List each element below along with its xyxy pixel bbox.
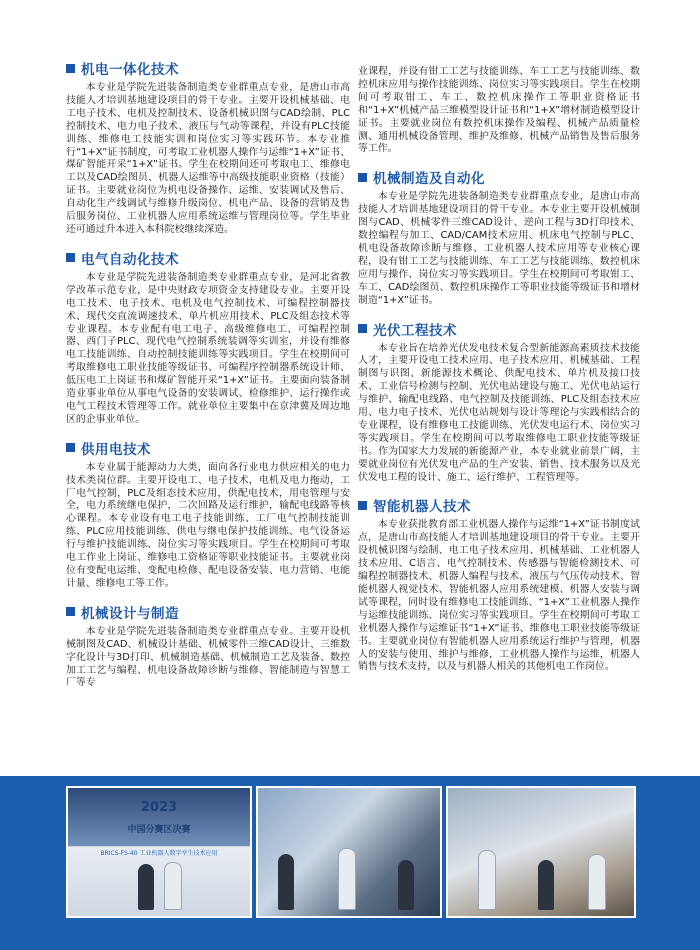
section-header [66, 438, 350, 458]
photo-banner-title: 中国分赛区决赛 [127, 825, 191, 835]
section-paragraph: 本专业是学院先进装备制造类专业群重点专业。主要开设机械制图及CAD、机械设计基础、机械零件三维CAD设计、三维数字化设计与3D打印、机械制造基础、机械制造工艺及装备、数控加工工艺与编程、机电设备故障诊断与维修、智能制造与智慧工厂等专 [66, 625, 350, 689]
section-mechanical-design-continued [358, 66, 640, 156]
section-mechatronics [66, 58, 350, 237]
section-paragraph: 本专业是学院先进装备制造类专业群重点专业，是唐山市高技能人才培训基地建设项目的骨干专业。主要开设机械基础、电工电子技术、电机及控制技术、设备机械识图与CAD绘制、PLC控制技术、电力电子技术、液压与气动等课程，并设有PLC技能训练、维修电工技能实训和岗位实习等实践环节。本专业推行“1+X”证书制度，可考取工业机器人操作与运维“1+X”证书、煤矿智能开采“1+X”证书。学生在校期间还可考取电工、维修电工以及CAD绘图员、机器人运维等中高级技能职业资格（技能）证书。主要就业岗位为机电设备操作、运维、安装调试及售后、自动化生产线调试与维修升级岗位、机电产品、设备的营销及售后服务岗位、工业机器人应用系统运维与管理岗位等。学生毕业还可通过升本进入本科院校继续深造。 [66, 82, 350, 235]
person-figure [138, 864, 154, 910]
section-photovoltaic [358, 319, 640, 485]
section-paragraph: 本专业旨在培养光伏发电技术复合型新能源高素质技术技能人才，主要开设电工技术应用、电子技术应用、机械基础、工程制图与识图、新能源技术概论、供配电技术、单片机及接口技术、工业信号检测与控制、光伏电站建设与施工、光伏电站运行与维护、输配电线路、电气控制及技能训练、PLC及组态技术应用、电力电子技术、光伏电站规划与设计等理论与实践相结合的专业课程，设有维修电工技能训练、光伏发电运行术、岗位实习等实践项目。学生在校期间可以考取维修电工职业技能等级证书。作为国家大力发展的新能源产业，本专业就业前景广阔，主要就业岗位有光伏发电产品的生产安装、销售、技术服务以及光伏发电工程的设计、施工、运行维护、工程管理等。 [358, 342, 640, 483]
section-header [66, 602, 350, 622]
section-title: 机电一体化技术 [81, 62, 179, 78]
section-mechanical-manufacturing [358, 167, 640, 307]
section-paragraph: 本专业获批教育部工业机器人操作与运维“1+X”证书制度试点，是唐山市高技能人才培训基地建设项目的骨干专业。主要开设机械识图与绘制、电工电子技术应用、机械基础、工业机器人技术应用、C语言、电气控制技术、传感器与智能检测技术、可编程控制器技术、机器人编程与技术、液压与气压传动技术、智能机器人视觉技术、智能机器人应用系统建模、机器人安装与调试等课程，同时设有维修电工技能训练、“1+X”工业机器人操作与运维技能训练、岗位实习等实践项目。学生在校期间可考取工业机器人操作与运维证书“1+X”证书、维修电工职业技能等级证书。主要就业岗位有智能机器人应用系统运行维护与管理，机器人的安装与使用、维护与维修，工业机器人操作与运维，机器人销售与技术支持，以及与机器人相关的其他机电工作岗位。 [358, 519, 640, 673]
section-title: 电气自动化技术 [81, 251, 179, 268]
left-column [66, 58, 350, 701]
photo-banner-caption: BRICS-FS-40 工业机器人数字孪生技术应用 [100, 850, 218, 857]
person-figure [538, 860, 554, 910]
person-figure [588, 854, 606, 910]
section-header [66, 248, 350, 268]
square-bullet-icon [358, 324, 367, 333]
square-bullet-icon [66, 253, 75, 262]
right-column [358, 66, 640, 685]
section-title: 机械制造及自动化 [373, 171, 485, 188]
square-bullet-icon [358, 173, 367, 182]
square-bullet-icon [66, 64, 75, 73]
section-paragraph: 本专业是学院先进装备制造类专业群重点专业，是河北省教学改革示范专业，是中央财政专项资金支持建设专业。主要开设电工技术、电子技术、电机及电气控制技术、可编程控制器技术、现代交直流调速技术、单片机应用技术、PLC及组态技术等专业课程。本专业配有电工电子、高级维修电工、可编程控制器、西门子PLC、现代电气控制系统装调等实训室，并设有维修电工技能训练、自动控制技能训练等实践项目。学生在校期间可考取维修电工职业技能等级证书、可编程序控制器系统设计师、低压电工上岗证书和煤矿智能开采“1+X”证书。主要面向装备制造业事业单位从事电气设备的安装调试、检修维护、运行操作或电气工程技术管理等工作。就业单位主要集中在京津冀及周边地区的企事业单位。 [66, 271, 350, 425]
section-paragraph: 本专业是学院先进装备制造类专业群重点专业，是唐山市高技能人才培训基地建设项目的骨干专业。本专业主要开设机械制图与CAD、机械零件三维CAD设计、逆向工程与3D打印技术、数控编程与加工、CAD/CAM技术应用、机床电气控制与PLC、机电设备故障诊断与维修、工业机器人技术应用等专业核心课程，设有钳工工艺与技能训练、车工工艺与技能训练、数控机床应用与操作、岗位实习等实践项目。学生在校期间可考取钳工、车工、CAD绘图员、数控机床操作工等职业技能等级证书和增材制造“1+X”证书。 [358, 191, 640, 306]
classroom-photo [446, 786, 636, 918]
competition-photo [66, 786, 252, 918]
photo-banner-year: 2023 [140, 800, 178, 815]
person-figure [398, 860, 414, 910]
section-header [358, 319, 640, 339]
person-figure [338, 848, 356, 910]
section-paragraph: 业课程，并设有钳工工艺与技能训练、车工工艺与技能训练、数控机床应用与操作技能训练、岗位实习等实践项目。学生在校期间可考取钳工、车工、数控机床操作工等职业资格证书和“1+X”机械产品三维模型设计证书和“1+X”增材制造模型设计证书。主要就业岗位有数控机床操作及编程、机械产品质量检测、通用机械设备管理、维护及维修、机械产品销售及售后服务等工作。 [358, 66, 640, 155]
square-bullet-icon [66, 443, 75, 452]
square-bullet-icon [66, 607, 75, 616]
section-title: 供用电技术 [81, 441, 151, 458]
section-title: 智能机器人技术 [373, 499, 471, 516]
section-header [66, 58, 350, 78]
square-bullet-icon [358, 501, 367, 510]
section-power-supply [66, 438, 350, 591]
lab-training-photo [256, 786, 442, 918]
person-figure [278, 854, 294, 910]
section-title: 机械设计与制造 [81, 605, 179, 622]
section-title: 光伏工程技术 [373, 322, 457, 339]
section-header [358, 167, 640, 187]
section-header [358, 495, 640, 515]
section-mechanical-design [66, 602, 350, 691]
section-electrical-automation [66, 248, 350, 427]
person-figure [164, 862, 182, 910]
section-intelligent-robotics [358, 495, 640, 674]
person-figure [478, 850, 496, 910]
section-paragraph: 本专业属于能源动力大类，面向各行业电力供应相关的电力技术类岗位群。主要开设电工、电子技术，电机及电力拖动，工厂电气控制，PLC及组态技术应用，供配电技术，用电管理与安全，电力系统继电保护，二次回路及运行维护，输配电线路等核心课程。本专业设有电工电子技能训练、工厂电气控制技能训练、PLC应用技能训练、供电与继电保护技能训练、电气设备运行与维护技能训练、岗位实习等实践项目。学生在校期间可考取电工作业上岗证、维修电工资格证等职业技能证书。主要就业岗位有变配电运维、变配电检修、配电设备安装、电力营销、电能计量、维修电工等工作。 [66, 461, 350, 589]
